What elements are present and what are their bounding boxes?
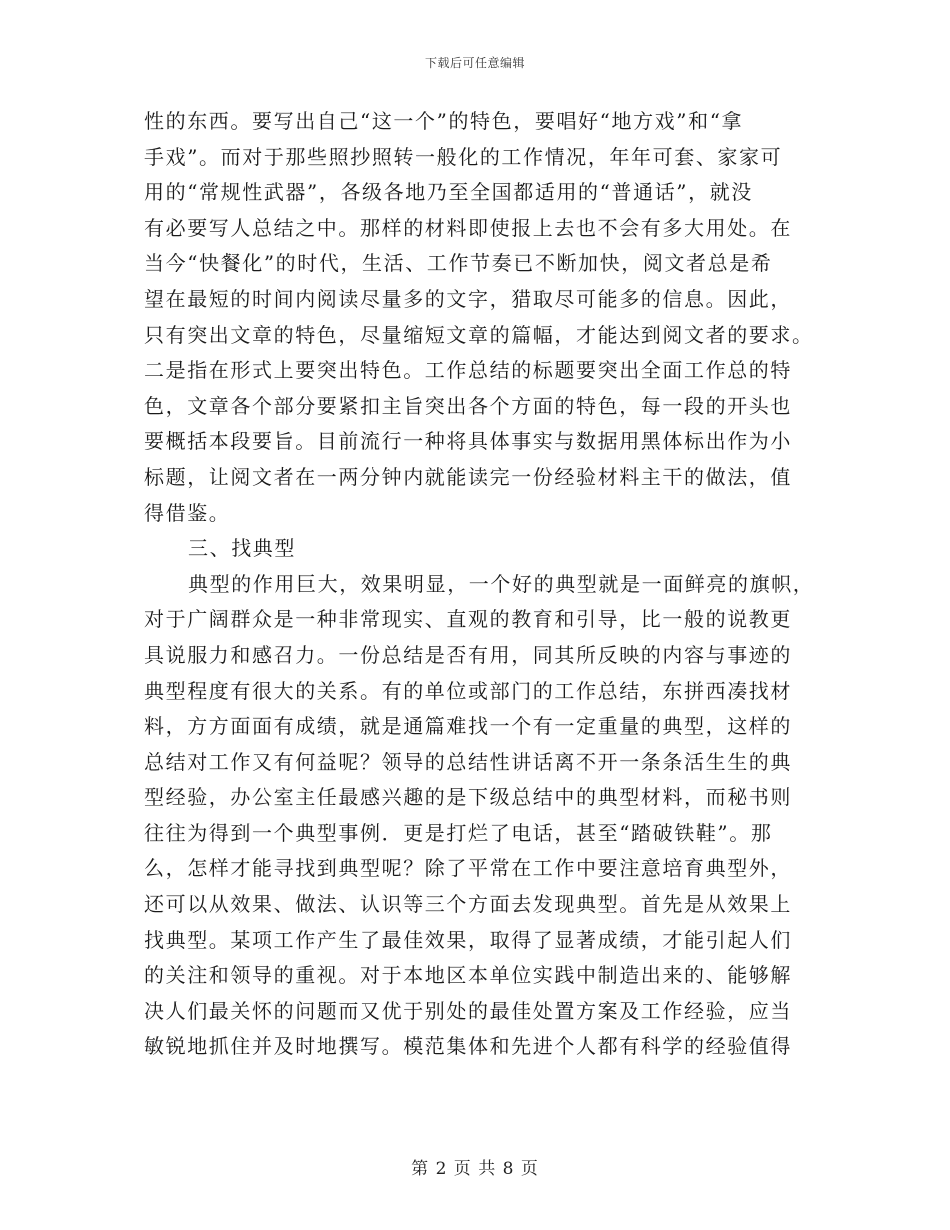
text-line: 标题，让阅文者在一两分钟内就能读完一份经验材料主干的做法，值 bbox=[144, 464, 792, 489]
text-line: 总结对工作又有何益呢？领导的总结性讲话离不开一条条活生生的典 bbox=[144, 749, 792, 774]
text-line: 料，方方面面有成绩，就是通篇难找一个有一定重量的典型，这样的 bbox=[144, 714, 792, 739]
text-line: 还可以从效果、做法、认识等三个方面去发现典型。首先是从效果上 bbox=[144, 892, 792, 917]
text-line: 二是指在形式上要突出特色。工作总结的标题要突出全面工作总的特 bbox=[144, 358, 792, 383]
text-line: 典型的作用巨大，效果明显，一个好的典型就是一面鲜亮的旗帜， bbox=[188, 571, 815, 596]
text-line: 手戏”。而对于那些照抄照转一般化的工作情况，年年可套、家家可 bbox=[144, 144, 783, 169]
text-line: 望在最短的时间内阅读尽量多的文字，猎取尽可能多的信息。因此， bbox=[144, 286, 792, 311]
text-line: 当今“快餐化”的时代，生活、工作节奏已不断加快，阅文者总是希 bbox=[144, 251, 773, 276]
text-line: 决人们最关怀的问题而又优于别处的最佳处置方案及工作经验，应当 bbox=[144, 998, 792, 1023]
text-line: 用的“常规性武器”，各级各地乃至全国都适用的“普通话”，就没 bbox=[144, 180, 753, 205]
page-footer: 第 2 页 共 8 页 bbox=[411, 1159, 539, 1179]
text-line: 往往为得到一个典型事例．更是打烂了电话，甚至“踏破铁鞋”。那 bbox=[144, 820, 773, 845]
text-line: 具说服力和感召力。一份总结是否有用，同其所反映的内容与事迹的 bbox=[144, 642, 792, 667]
text-line: 色，文章各个部分要紧扣主旨突出各个方面的特色，每一段的开头也 bbox=[144, 393, 792, 418]
text-line: 的关注和领导的重视。对于本地区本单位实践中制造出来的、能够解 bbox=[144, 963, 792, 988]
text-line: 找典型。某项工作产生了最佳效果，取得了显著成绩，才能引起人们 bbox=[144, 927, 792, 952]
text-line: 典型程度有很大的关系。有的单位或部门的工作总结，东拼西凑找材 bbox=[144, 678, 792, 703]
text-line: 型经验，办公室主任最感兴趣的是下级总结中的典型材料，而秘书则 bbox=[144, 785, 792, 810]
text-line: 要概括本段要旨。目前流行一种将具体事实与数据用黑体标出作为小 bbox=[144, 429, 792, 454]
text-line: 性的东西。要写出自己“这一个”的特色，要唱好“地方戏”和“拿 bbox=[144, 109, 744, 133]
text-line: 对于广阔群众是一种非常现实、直观的教育和引导，比一般的说教更 bbox=[144, 607, 792, 632]
section-heading: 三、找典型 bbox=[188, 536, 296, 561]
text-line: 得借鉴。 bbox=[144, 500, 231, 525]
text-line: 只有突出文章的特色，尽量缩短文章的篇幅，才能达到阅文者的要求。 bbox=[144, 322, 814, 347]
text-line: 有必要写人总结之中。那样的材料即使报上去也不会有多大用处。在 bbox=[144, 215, 792, 240]
document-body bbox=[144, 104, 815, 1065]
text-line: 么，怎样才能寻找到典型呢？除了平常在工作中要注意培育典型外， bbox=[144, 856, 792, 881]
page-header: 下载后可任意编辑 bbox=[424, 56, 525, 70]
text-line: 敏锐地抓住并及时地撰写。模范集体和先进个人都有科学的经验值得 bbox=[144, 1034, 792, 1059]
